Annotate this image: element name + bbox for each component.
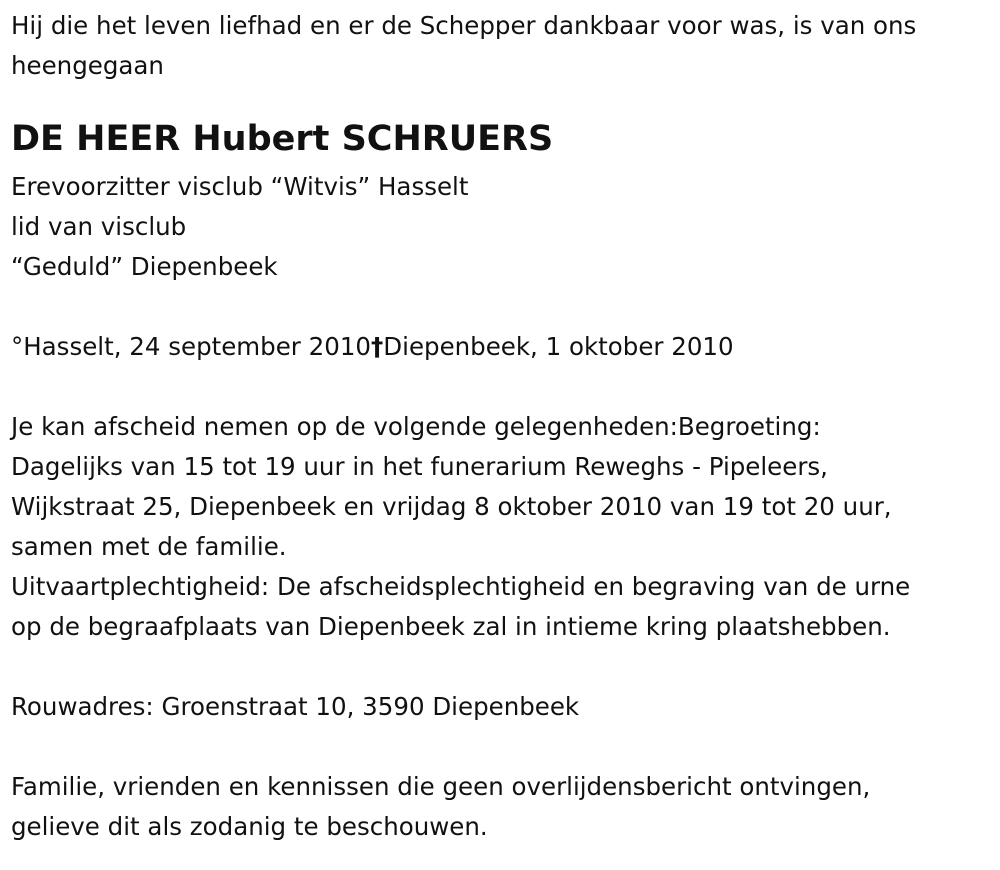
title-line-2: lid van visclub	[11, 212, 187, 241]
ceremony-line-2: Dagelijks van 15 tot 19 uur in het funerarium Reweghs - Pipeleers,	[11, 452, 828, 481]
spacer	[11, 727, 996, 767]
spacer	[11, 647, 996, 687]
death-date: Diepenbeek, 1 oktober 2010	[383, 332, 734, 361]
ceremony-line-4: samen met de familie.	[11, 532, 287, 561]
deceased-name: DE HEER Hubert SCHRUERS	[11, 119, 554, 159]
ceremony-line-6: op de begraafplaats van Diepenbeek zal in intieme kring plaatshebben.	[11, 612, 891, 641]
closing-line-2: gelieve dit als zodanig te beschouwen.	[11, 812, 488, 841]
intro-line-1: Hij die het leven liefhad en er de Schepper dankbaar voor was, is van ons	[11, 11, 917, 40]
closing-line-1: Familie, vrienden en kennissen die geen overlijdensbericht ontvingen,	[11, 772, 871, 801]
obituary-notice	[11, 0, 996, 847]
title-line-3: “Geduld” Diepenbeek	[11, 252, 278, 281]
ceremony-line-5: Uitvaartplechtigheid: De afscheidsplechtigheid en begraving van de urne	[11, 572, 911, 601]
intro-line-2: heengegaan	[11, 51, 164, 80]
title-line-1: Erevoorzitter visclub “Witvis” Hasselt	[11, 172, 469, 201]
mourning-address: Rouwadres: Groenstraat 10, 3590 Diepenbeek	[11, 692, 580, 721]
birth-date: °Hasselt, 24 september 2010	[11, 332, 372, 361]
spacer	[11, 287, 996, 327]
cross-icon: †	[371, 332, 384, 361]
spacer	[11, 367, 996, 407]
ceremony-line-1: Je kan afscheid nemen op de volgende gelegenheden:Begroeting:	[11, 412, 821, 441]
dates-line	[11, 327, 996, 367]
ceremony-line-3: Wijkstraat 25, Diepenbeek en vrijdag 8 oktober 2010 van 19 tot 20 uur,	[11, 492, 892, 521]
